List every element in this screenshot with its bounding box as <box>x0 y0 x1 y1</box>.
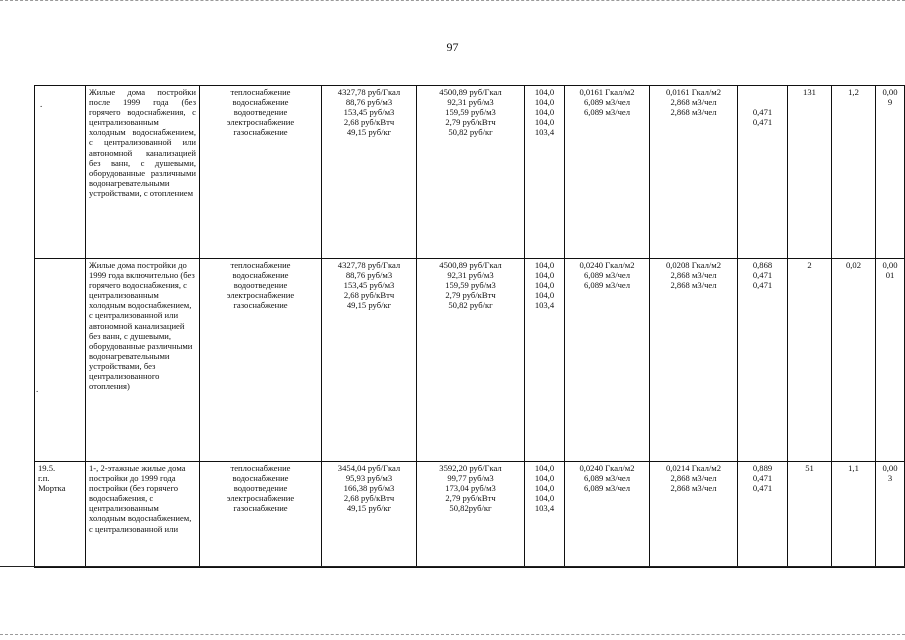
page-cut-line <box>0 566 905 567</box>
count-value: 131 <box>788 86 832 259</box>
housing-description: Жилые дома постройки до 1999 года включительно (без горячего водоснабжения, с централизованным холодным водоснабжением, с централизованной или автономной канализацией без ванн, с душевыми, оборудованные различными водонагревательными устройствами, без централизованного отопления) <box>86 259 200 462</box>
tariffs-period-2: 4500,89 руб/Гкал 92,31 руб/м3 159,59 руб/м3 2,79 руб/кВтч 50,82 руб/кг <box>417 86 525 259</box>
tariffs-period-2: 4500,89 руб/Гкал 92,31 руб/м3 159,59 руб/м3 2,79 руб/кВтч 50,82 руб/кг <box>417 259 525 462</box>
consumption-norms-2: 0,0208 Гкал/м2 2,868 м3/чел 2,868 м3/чел <box>650 259 738 462</box>
page-number: 97 <box>446 40 459 54</box>
scan-top-edge <box>0 0 905 4</box>
share-value: 1,1 <box>832 462 876 568</box>
housing-description: Жилые дома постройки после 1999 года (без горячего водоснабжения, с централизованным холодным водоснабжением, с централизованной или автономной канализацией без ванн, с душевыми, оборудованные различными водонагревательными устройствами, с отоплением <box>86 86 200 259</box>
utility-services: теплоснабжение водоснабжение водоотведение электроснабжение газоснабжение <box>200 259 322 462</box>
consumption-norms-1: 0,0161 Гкал/м2 6,089 м3/чел 6,089 м3/чел <box>565 86 650 259</box>
tariffs-period-2: 3592,20 руб/Гкал 99,77 руб/м3 173,04 руб/м3 2,79 руб/кВтч 50,82руб/кг <box>417 462 525 568</box>
margin-mark: . <box>36 384 39 394</box>
consumption-norms-2: 0,0161 Гкал/м2 2,868 м3/чел 2,868 м3/чел <box>650 86 738 259</box>
scan-bottom-edge <box>0 634 905 635</box>
ratio-value: 0,00 01 <box>876 259 905 462</box>
tariff-index: 104,0 104,0 104,0 104,0 103,4 <box>525 462 565 568</box>
tariffs-period-1: 4327,78 руб/Гкал 88,76 руб/м3 153,45 руб/м3 2,68 руб/кВтч 49,15 руб/кг <box>322 86 417 259</box>
utility-services: теплоснабжение водоснабжение водоотведение электроснабжение газоснабжение <box>200 86 322 259</box>
coefficients: 0,471 0,471 <box>738 86 788 259</box>
table-row <box>35 86 905 259</box>
tariff-table <box>34 85 905 568</box>
row-number <box>35 259 86 462</box>
consumption-norms-1: 0,0240 Гкал/м2 6,089 м3/чел 6,089 м3/чел <box>565 259 650 462</box>
utility-services: теплоснабжение водоснабжение водоотведение электроснабжение газоснабжение <box>200 462 322 568</box>
share-value: 0,02 <box>832 259 876 462</box>
row-number <box>35 86 86 259</box>
ratio-value: 0,00 3 <box>876 462 905 568</box>
tariffs-period-1: 3454,04 руб/Гкал 95,93 руб/м3 166,38 руб/м3 2,68 руб/кВтч 49,15 руб/кг <box>322 462 417 568</box>
housing-description: 1-, 2-этажные жилые дома постройки до 1999 года постройки (без горячего водоснабжения, с централизованным холодным водоснабжением, с централизованной или <box>86 462 200 568</box>
table-row <box>35 259 905 462</box>
share-value: 1,2 <box>832 86 876 259</box>
coefficients: 0,868 0,471 0,471 <box>738 259 788 462</box>
tariffs-period-1: 4327,78 руб/Гкал 88,76 руб/м3 153,45 руб/м3 2,68 руб/кВтч 49,15 руб/кг <box>322 259 417 462</box>
row-number: 19.5. г.п. Мортка <box>35 462 86 568</box>
count-value: 2 <box>788 259 832 462</box>
table-row <box>35 462 905 568</box>
consumption-norms-1: 0,0240 Гкал/м2 6,089 м3/чел 6,089 м3/чел <box>565 462 650 568</box>
count-value: 51 <box>788 462 832 568</box>
tariff-index: 104,0 104,0 104,0 104,0 103,4 <box>525 259 565 462</box>
ratio-value: 0,00 9 <box>876 86 905 259</box>
tariff-index: 104,0 104,0 104,0 104,0 103,4 <box>525 86 565 259</box>
margin-mark: . <box>40 99 43 109</box>
consumption-norms-2: 0,0214 Гкал/м2 2,868 м3/чел 2,868 м3/чел <box>650 462 738 568</box>
coefficients: 0,889 0,471 0,471 <box>738 462 788 568</box>
